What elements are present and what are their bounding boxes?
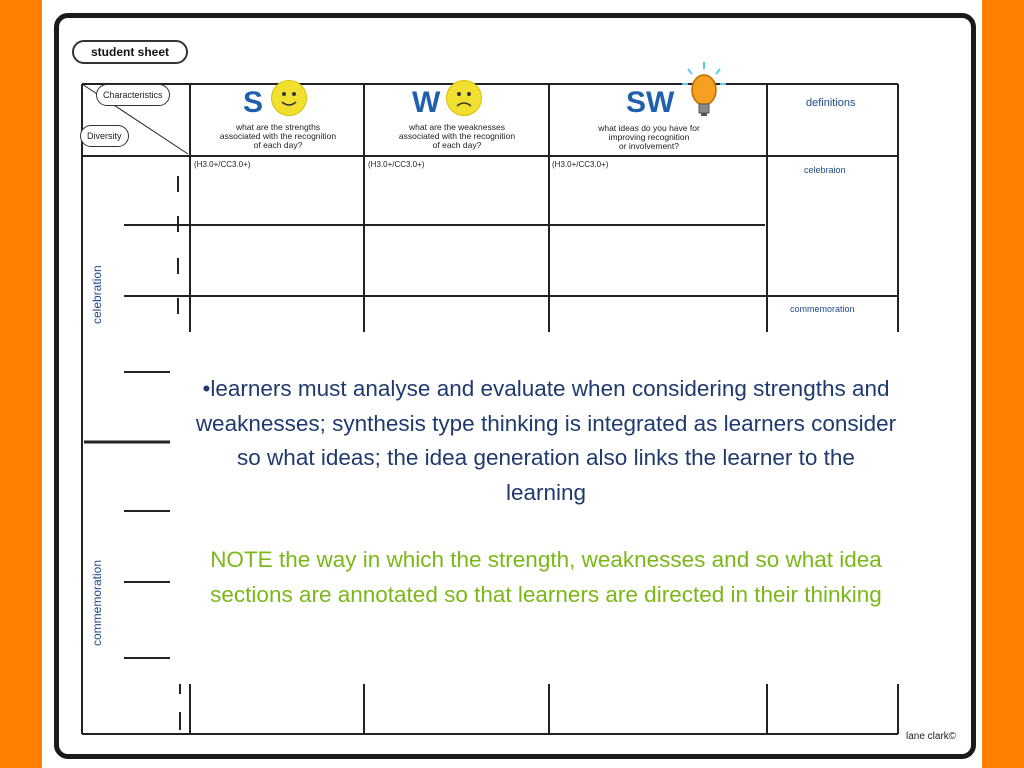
strengths-prompt: what are the strengths associated with the recognition of each day? [219,122,337,150]
smiling-face-icon [271,80,307,116]
diversity-bubble: Diversity [80,125,129,147]
so-what-letters: SW [626,86,675,119]
note-text: NOTE the way in which the strength, weaknesses and so what idea sections are annotated so that learners are directed in their thinking [210,547,882,607]
explanation-text: •learners must analyse and evaluate when considering strengths and weaknesses; synthesis type thinking is integrated as learners consider so what ideas; the idea generation also links the learner to the learning [195,376,897,505]
frowning-face-icon [446,80,482,116]
weaknesses-prompt: what are the weaknesses associated with the recognition of each day? [398,122,516,150]
so-what-prompt: what ideas do you have for improving recognition or involvement? [598,123,700,151]
lightbulb-icon [678,60,730,122]
definition-commemoration: commemoration [790,304,855,314]
characteristics-bubble: Characteristics [96,84,170,106]
side-label-commemoration: commemoration [90,559,104,646]
weaknesses-code: (H3.0+/CC3.0+) [368,160,425,169]
weaknesses-letter: W [412,86,441,119]
definitions-heading: definitions [806,97,856,109]
definition-celebration: celebraion [804,165,846,175]
so-what-code: (H3.0+/CC3.0+) [552,160,609,169]
strengths-code: (H3.0+/CC3.0+) [194,160,251,169]
student-sheet-tag: student sheet [72,40,188,64]
side-label-celebration: celebration [90,265,104,324]
author-credit: lane clark© [906,731,957,742]
strengths-letter: S [243,86,264,119]
